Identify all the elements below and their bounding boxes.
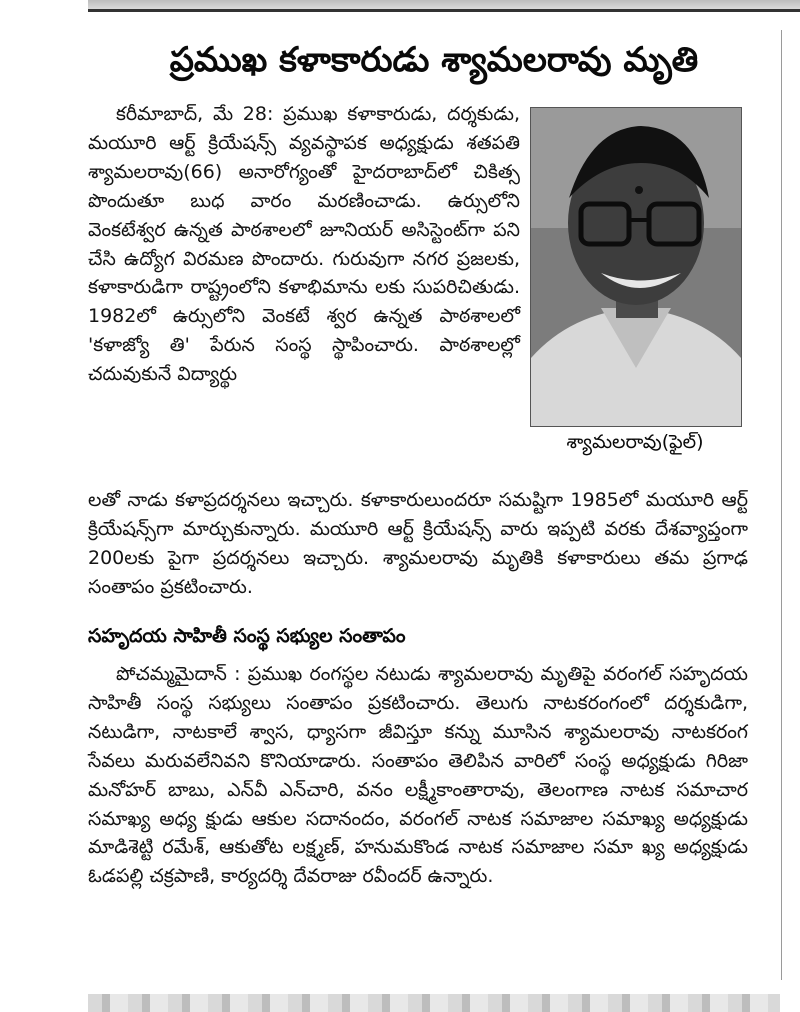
photo-caption: శ్యామలరావు(ఫైల్) xyxy=(566,431,704,453)
article-paragraph-1-continued: లతో నాడు కళాప్రదర్శనలు ఇచ్చారు. కళాకారులుందరూ సమష్టిగా 1985లో మయూరి ఆర్ట్ క్రియేషన్స్‌గా మార్చుకున్నారు. మయూరి ఆర్ట్ క్రియేషన్స్ వారు ఇప్పటి వరకు దేశవ్యాప్తంగా 200లకు పైగా ప్రదర్శనలు ఇచ్చారు. శ్యామలరావు మృతికి కళాకారులు తమ ప్రగాఢ సంతాపం ప్రకటించారు. xyxy=(88,489,748,598)
article-paragraph-1: కరీమాబాద్, మే 28: ప్రముఖ కళాకారుడు, దర్శకుడు, మయూరి ఆర్ట్ క్రియేషన్స్ వ్యవస్థాపక అధ్యక్షుడు శతపతి శ్యామలరావు(66) అనారోగ్యంతో హైదరాబాద్‌లో చికిత్స పొందుతూ బుధ వారం మరణించాడు. ఉర్సులోని వెంకటేశ్వర ఉన్నత పాఠశాలలో జూనియర్ అసిస్టెంట్‌గా పని చేసి ఉద్యోగ విరమణ పొందారు. గురువుగా నగర ప్రజలకు, కళాకారుడిగా రాష్ట్రంలోని కళాభిమాను లకు సుపరిచితుడు. 1982లో ఉర్సులోని వెంకటే శ్వర ఉన్నత పాఠశాలలో 'కళాజ్యో తి' పేరున సంస్థ స్థాపించారు. పాఠశాలల్లో చదువుకునే విద్యార్థు xyxy=(88,103,520,386)
article-paragraph-2: పోచమ్మమైదాన్ : ప్రముఖ రంగస్థల నటుడు శ్యామలరావు మృతిపై వరంగల్ సహృదయ సాహితీ సంస్థ సభ్యులు సంతాపం ప్రకటించారు. తెలుగు నాటకరంగంలో దర్శకుడిగా, నటుడిగా, నాటకాలే శ్వాస, ధ్యాసగా జీవిస్తూ కన్ను మూసిన శ్యామలరావు నాటకరంగ సేవలు మరువలేనివని కొనియాడారు. సంతాపం తెలిపిన వారిలో సంస్థ అధ్యక్షుడు గిరిజా మనోహర్ బాబు, ఎన్‌వీ ఎన్‌చారి, వనం లక్ష్మీకాంతారావు, తెలంగాణ నాటక సమాచార సమాఖ్య అధ్య క్షుడు ఆకుల సదానందం, వరంగల్ నాటక సమాజాల సమాఖ్య అధ్యక్షుడు మాడిశెట్టి రమేశ్, ఆకుతోట లక్ష్మణ్, హనుమకొండ నాటక సమాజాల సమా ఖ్య అధ్యక్షుడు ఓడపల్లి చక్రపాణి, కార్యదర్శి దేవరాజు రవీందర్ ఉన్నారు. xyxy=(88,663,748,888)
article-headline: ప్రముఖ కళాకారుడు శ్యామలరావు మృతి xyxy=(169,40,699,80)
previous-article-edge xyxy=(88,0,800,12)
next-article-edge xyxy=(88,994,780,1012)
article-subheading: సహృదయ సాహితీ సంస్థ సభ్యుల సంతాపం xyxy=(88,625,406,647)
portrait-photo xyxy=(530,107,742,427)
column-divider xyxy=(781,30,782,980)
